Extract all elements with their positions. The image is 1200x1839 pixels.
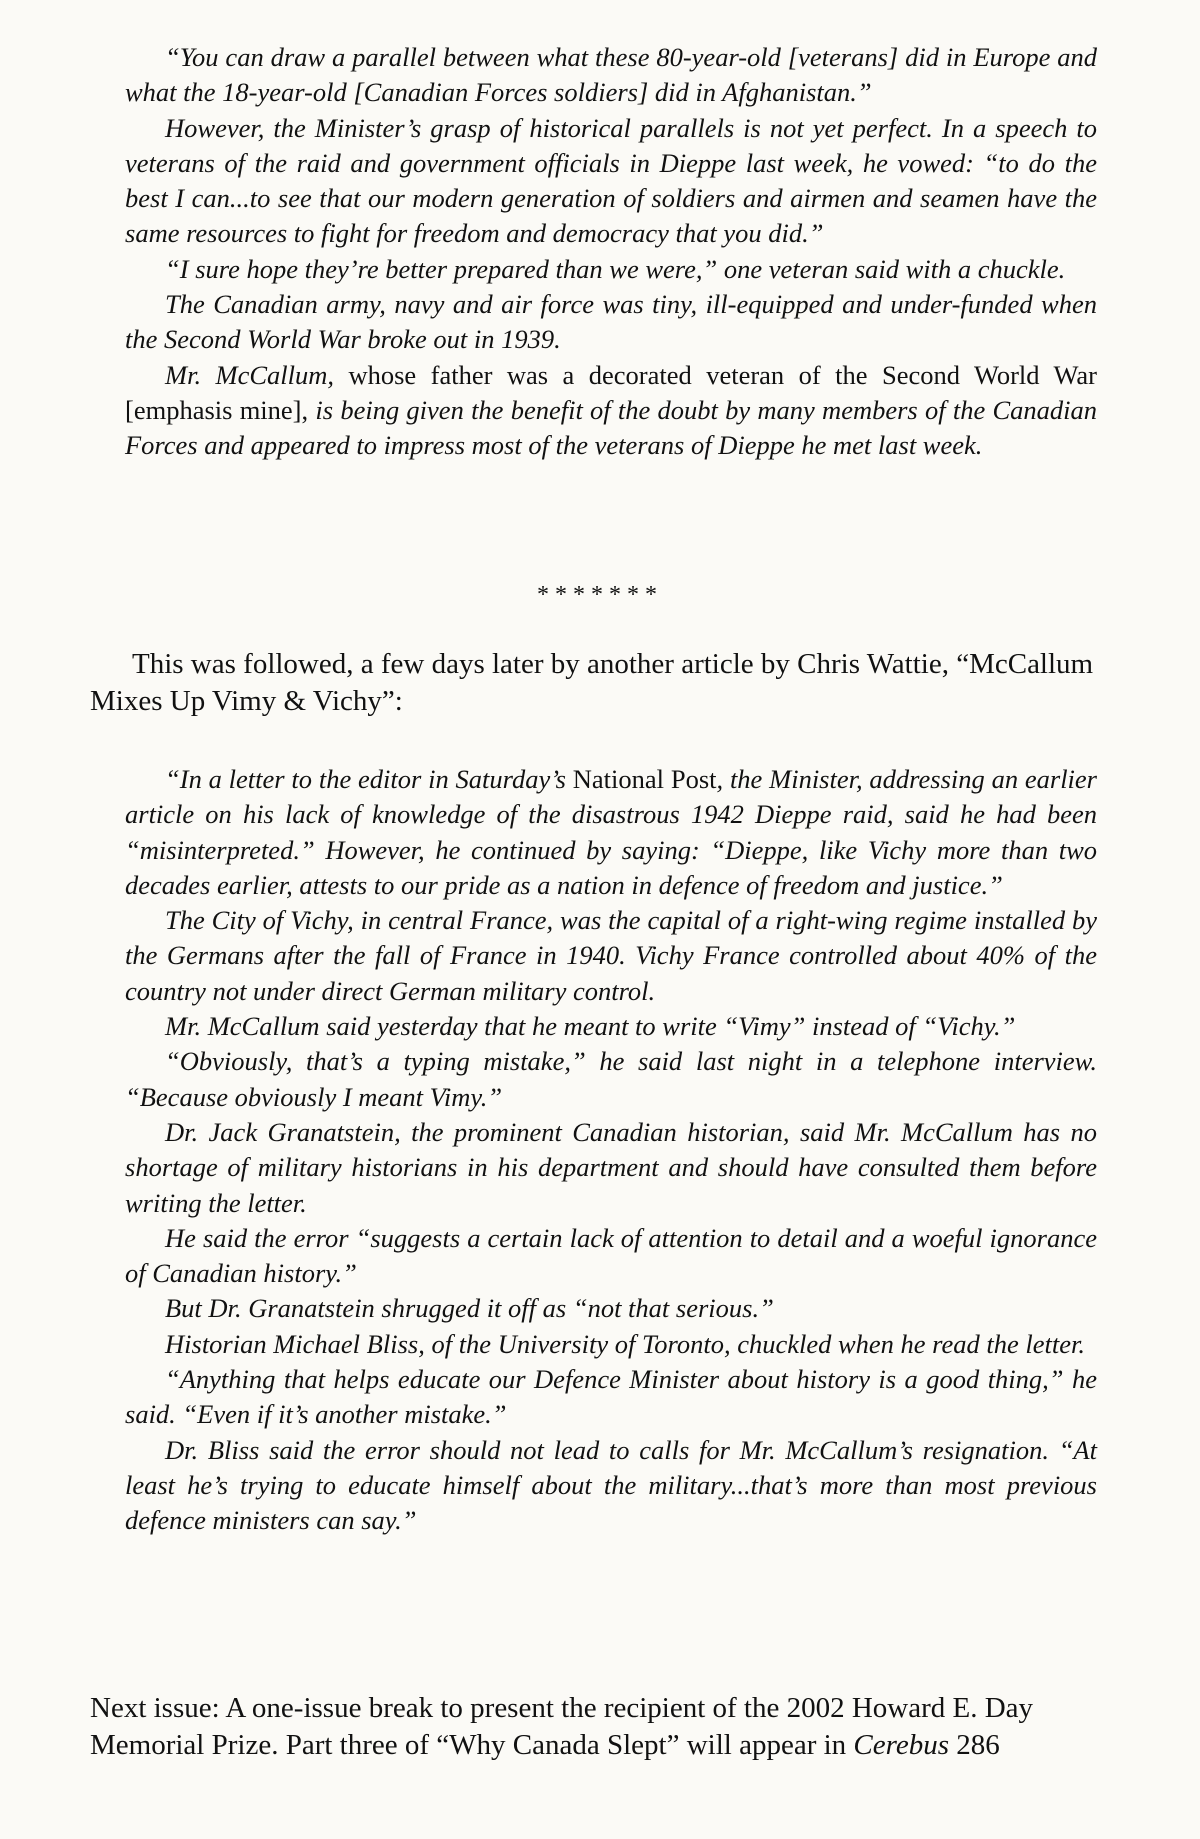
quote-paragraph: He said the error “suggests a certain lack of attention to detail and a woeful ignorance of Canadian history.” [125, 1222, 1097, 1289]
quote-paragraph: Mr. McCallum said yesterday that he meant to write “Vimy” instead of “Vichy.” [165, 1011, 1016, 1042]
section-separator: ******* [537, 582, 663, 608]
next-issue-note [90, 1690, 1133, 1764]
quote-paragraph: But Dr. Granatstein shrugged it off as “not that serious.” [165, 1293, 774, 1324]
quote-text: Mr. McCallum, [165, 359, 335, 390]
quote-paragraph: “Anything that helps educate our Defence Minister about history is a good thing,” he said. “Even if it’s another mistake.” [125, 1364, 1097, 1430]
quote-paragraph: Dr. Bliss said the error should not lead to calls for Mr. McCallum’s resignation. “At least he’s trying to educate himself about the military...that’s more than most previous defence ministers can say.” [125, 1434, 1097, 1536]
quote-paragraph: The Canadian army, navy and air force was tiny, ill-equipped and under-funded when the Second World War broke out in 1939. [125, 289, 1097, 355]
quote-paragraph: “I sure hope they’re better prepared than we were,” one veteran said with a chuckle. [165, 253, 1066, 284]
quote-paragraph: The City of Vichy, in central France, was the capital of a right-wing regime installed by the Germans after the fall of France in 1940. Vichy France controlled about 40% of the country not under direct German military control. [125, 905, 1097, 1006]
quote-text: “In a letter to the editor in Saturday’s [165, 764, 573, 794]
quote-paragraph [125, 762, 1097, 903]
first-quote-block [125, 40, 1097, 464]
quote-paragraph: “You can draw a parallel between what these 80-year-old [veterans] did in Europe and what the 18-year-old [Canadian Forces soldiers] did in Afghanistan.” [125, 42, 1097, 108]
quote-text: , the Minister, addressing an earlier article on his lack of knowledge of the disastrous 1942 Dieppe raid, said he had been “misinterpreted.” However, he continued by saying: “Dieppe, like Vichy more than two decades earlier, attests to our pride as a nation in defence of freedom and justice.” [125, 764, 1097, 900]
series-title: Cerebus [853, 1729, 949, 1761]
quote-paragraph: “Obviously, that’s a typing mistake,” he said last night in a telephone interview. “Because obviously I meant Vimy.” [125, 1046, 1097, 1112]
quote-paragraph: Dr. Jack Granatstein, the prominent Canadian historian, said Mr. McCallum has no shortage of military historians in his department and should have consulted them before writing the letter. [125, 1116, 1097, 1218]
quote-paragraph-emphasis [125, 358, 1097, 464]
quote-paragraph: However, the Minister’s grasp of historical parallels is not yet perfect. In a speech to veterans of the raid and government officials in Dieppe last week, he vowed: “to do the best I can...to see that our modern generation of soldiers and airmen and seamen have the same resources to fight for freedom and democracy that you did.” [125, 112, 1097, 249]
quote-text: is being given the benefit of the doubt by many members of the Canadian Forces and appeared to impress most of the veterans of Dieppe he met last week. [125, 394, 1097, 461]
second-quote-block [125, 762, 1097, 1539]
issue-number: 286 [949, 1729, 1000, 1761]
emphasis-text: whose father was a decorated veteran of the Second World War [emphasis mine], [125, 359, 1097, 425]
next-issue-text: Next issue: A one-issue break to present the recipient of the 2002 Howard E. Day Memorial Prize. Part three of “Why Canada Slept” will appear in [90, 1692, 1034, 1761]
intro-paragraph: This was followed, a few days later by another article by Chris Wattie, “McCallum Mixes Up Vimy & Vichy”: [90, 648, 1094, 717]
newspaper-name: National Post [572, 764, 717, 794]
quote-paragraph: Historian Michael Bliss, of the University of Toronto, chuckled when he read the letter. [165, 1328, 1086, 1359]
